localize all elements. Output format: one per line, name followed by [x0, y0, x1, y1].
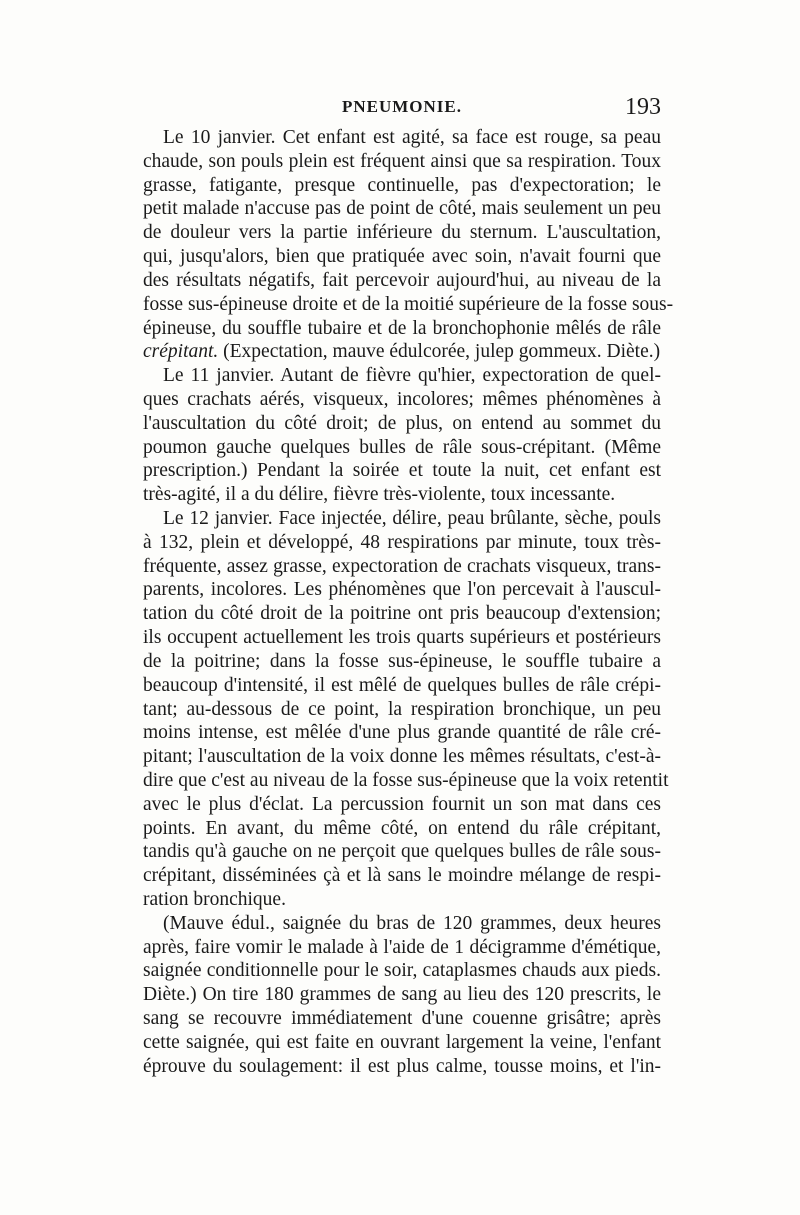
- text-line: (Mauve édul., saignée du bras de 120 grammes, deux heures: [163, 912, 661, 934]
- text-line: crépitant. (Expectation, mauve édulcorée, julep gommeux. Diète.): [143, 341, 661, 363]
- text-line: dire que c'est au niveau de la fosse sus-épineuse que la voix retentit: [143, 769, 669, 791]
- text-line: de la poitrine; dans la fosse sus-épineuse, le souffle tubaire a: [143, 650, 661, 672]
- text-line: tation du côté droit de la poitrine ont pris beaucoup d'extension;: [143, 603, 661, 625]
- text-line: après, faire vomir le malade à l'aide de 1 décigramme d'émétique,: [143, 936, 661, 958]
- italic-term: crépitant.: [143, 341, 219, 363]
- text-line: Diète.) On tire 180 grammes de sang au lieu des 120 prescrits, le: [143, 984, 661, 1006]
- text-line: Le 10 janvier. Cet enfant est agité, sa face est rouge, sa peau: [163, 127, 661, 148]
- text-line: épineuse, du souffle tubaire et de la bronchophonie mêlés de râle: [143, 317, 661, 339]
- text-line: très-agité, il a du délire, fièvre très-violente, toux incessante.: [143, 484, 616, 506]
- text-line: fosse sus-épineuse droite et de la moitié supérieure de la fosse sous-: [143, 293, 674, 315]
- text-line: prescription.) Pendant la soirée et toute la nuit, cet enfant est: [143, 460, 661, 482]
- text-line: poumon gauche quelques bulles de râle sous-crépitant. (Même: [143, 436, 661, 458]
- text-line: tant; au-dessous de ce point, la respiration bronchique, un peu: [143, 698, 661, 720]
- text-line: à 132, plein et développé, 48 respirations par minute, toux très-: [143, 531, 661, 553]
- text-line: avec le plus d'éclat. La percussion fournit un son mat dans ces: [143, 793, 661, 815]
- text-line: ques crachats aérés, visqueux, incolores; mêmes phénomènes à: [143, 388, 661, 410]
- text-line: pitant; l'auscultation de la voix donne les mêmes résultats, c'est-à-: [143, 746, 661, 768]
- text-line: moins intense, est mêlée d'une plus grande quantité de râle cré-: [143, 722, 661, 744]
- text-line: beaucoup d'intensité, il est mêlé de quelques bulles de râle crépi-: [143, 674, 661, 696]
- running-title: PNEUMONIE.: [341, 97, 463, 116]
- text-line: petit malade n'accuse pas de point de côté, mais seulement un peu: [143, 198, 661, 220]
- text-line: ration bronchique.: [143, 889, 286, 910]
- text-line: Le 12 janvier. Face injectée, délire, peau brûlante, sèche, pouls: [163, 508, 661, 529]
- text-line: parents, incolores. Les phénomènes que l'on percevait à l'auscul-: [143, 579, 661, 601]
- text-line: sang se recouvre immédiatement d'une couenne grisâtre; après: [143, 1008, 661, 1030]
- text-line: saignée conditionnelle pour le soir, cataplasmes chauds aux pieds.: [143, 960, 661, 982]
- text-line: ils occupent actuellement les trois quarts supérieurs et postérieurs: [143, 627, 661, 649]
- text-line: tandis qu'à gauche on ne perçoit que quelques bulles de râle sous-: [143, 841, 661, 863]
- text-line: points. En avant, du même côté, on entend du râle crépitant,: [143, 817, 661, 839]
- text-line: crépitant, disséminées çà et là sans le moindre mélange de respi-: [143, 865, 661, 887]
- text-line: qui, jusqu'alors, bien que pratiquée avec soin, n'avait fourni que: [143, 246, 661, 268]
- text-line: fréquente, assez grasse, expectoration de crachats visqueux, trans-: [143, 555, 661, 577]
- body-text: [143, 126, 674, 1079]
- text-line: cette saignée, qui est faite en ouvrant largement la veine, l'enfant: [143, 1031, 661, 1053]
- text-line: Le 11 janvier. Autant de fièvre qu'hier, expectoration de quel-: [163, 365, 661, 387]
- text-line: l'auscultation du côté droit; de plus, on entend au sommet du: [143, 412, 661, 434]
- text-line: chaude, son pouls plein est fréquent ainsi que sa respiration. Toux: [143, 150, 661, 172]
- text-line: de douleur vers la partie inférieure du sternum. L'auscultation,: [143, 222, 661, 244]
- text-line: éprouve du soulagement: il est plus calme, tousse moins, et l'in-: [143, 1055, 661, 1077]
- page-number: 193: [625, 94, 661, 120]
- text-line: des résultats négatifs, fait percevoir aujourd'hui, au niveau de la: [143, 269, 661, 291]
- text-line: grasse, fatigante, presque continuelle, pas d'expectoration; le: [143, 174, 661, 196]
- running-head: [143, 92, 661, 122]
